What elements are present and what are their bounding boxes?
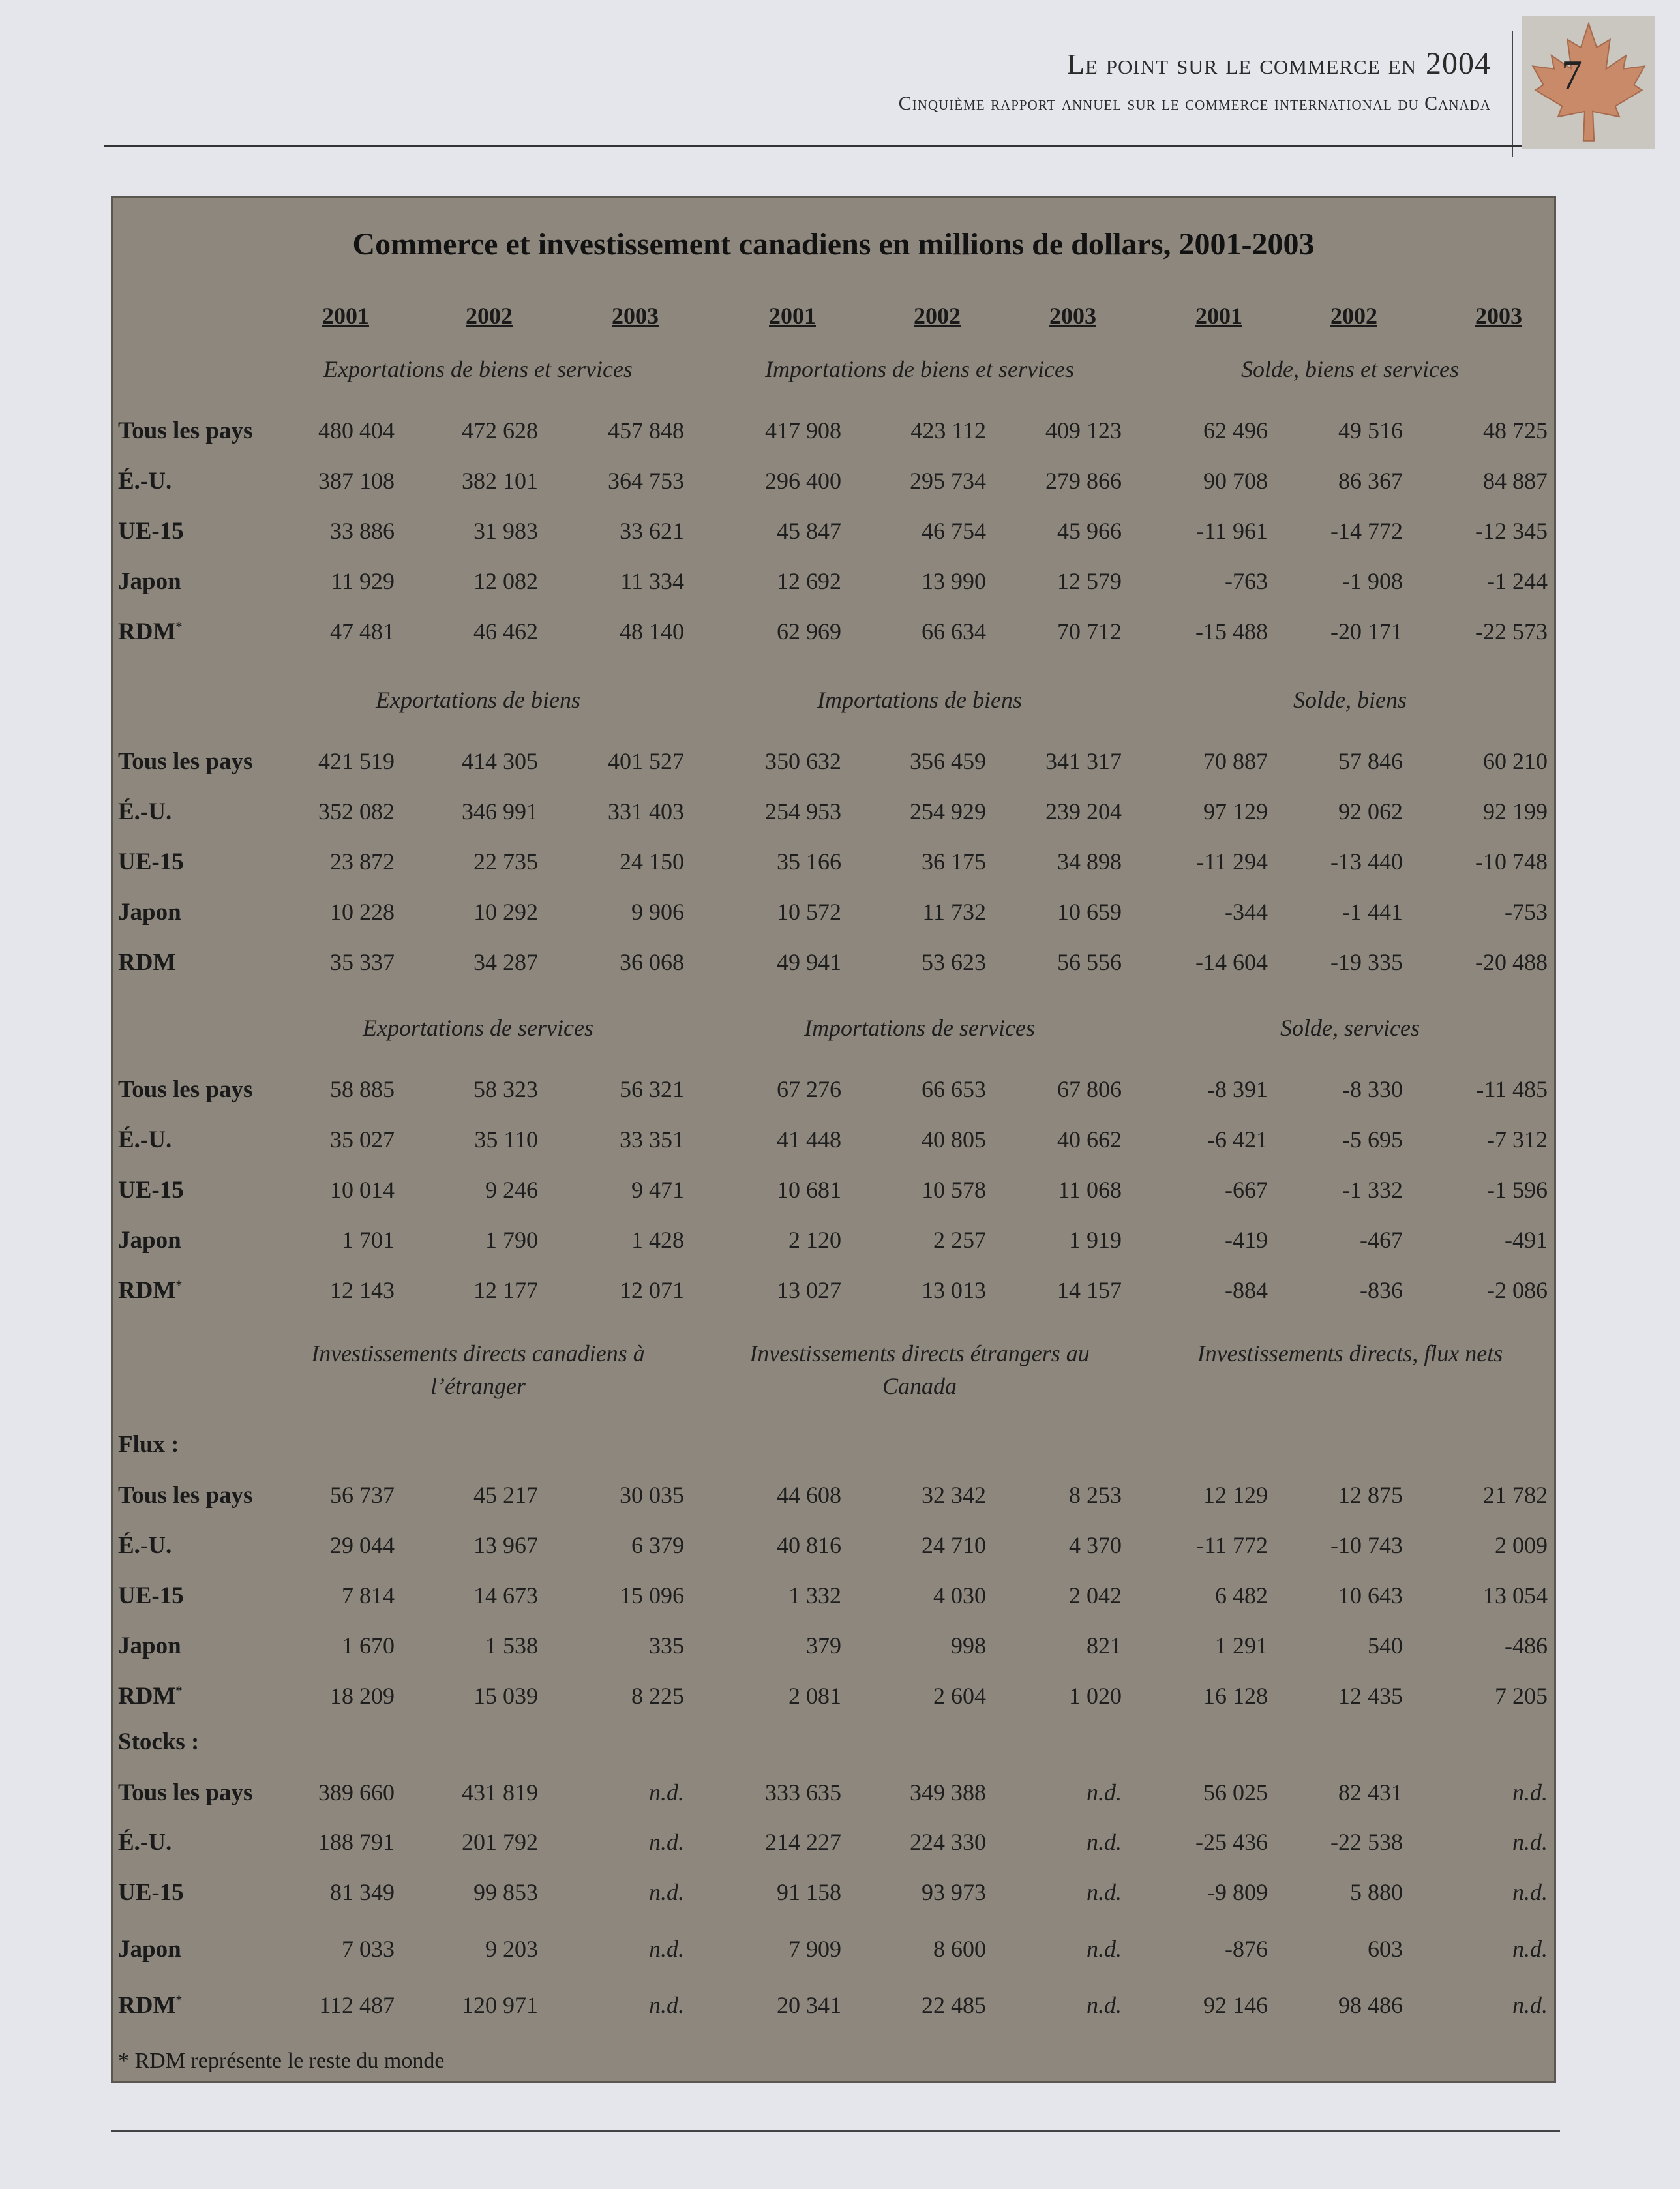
row-label: RDM* [118,618,183,645]
table-cell: 35 337 [330,949,395,975]
table-cell: 333 635 [765,1779,841,1805]
table-cell: -20 488 [1475,949,1548,975]
table-cell: 40 805 [922,1126,986,1153]
table-cell: -19 335 [1330,949,1403,975]
table-cell: 70 887 [1203,748,1268,774]
table-cell: 335 [649,1633,684,1659]
row-label: RDM* [118,1277,183,1304]
section-header: Solde, biens et services [1241,356,1459,382]
table-cell: 382 101 [462,468,538,494]
table-cell: 81 349 [330,1879,395,1905]
table-cell: 5 880 [1350,1879,1403,1905]
section-header: Exportations de biens et services [323,356,633,382]
report-title [1067,46,1491,82]
table-cell: n.d. [649,1879,684,1905]
row-label: É.-U. [118,1126,172,1153]
table-cell: n.d. [1512,1992,1548,2018]
page-header [0,0,1680,157]
table-cell: 33 351 [620,1126,684,1153]
table-cell: 34 287 [473,949,538,975]
table-cell: n.d. [1087,1992,1122,2018]
table-footnote: * RDM représente le reste du monde [118,2049,445,2073]
table-cell: 2 009 [1495,1532,1548,1558]
table-cell: 24 710 [922,1532,986,1558]
table-cell: -11 961 [1196,518,1268,544]
table-cell: 401 527 [608,748,684,774]
row-label: RDM* [118,1992,183,2019]
table-cell: n.d. [649,1829,684,1855]
year-header: 2003 [1475,303,1522,329]
table-cell: 1 020 [1069,1683,1122,1709]
table-cell: 48 140 [620,618,684,644]
footer-rule [111,2130,1560,2132]
table-cell: 2 081 [788,1683,841,1709]
table-cell: 120 971 [462,1992,538,2018]
table-cell: -1 332 [1342,1177,1403,1203]
table-cell: -419 [1225,1227,1268,1253]
section-header: Importations de services [804,1015,1035,1041]
table-cell: 1 538 [485,1633,538,1659]
table-cell: n.d. [1087,1829,1122,1855]
table-cell: 58 885 [330,1076,395,1102]
table-cell: 40 662 [1057,1126,1122,1153]
report-title-text: Le point sur le commerce en [1066,48,1417,80]
section-header: Investissements directs étrangers au Canada [749,1340,1090,1399]
section-header: Solde, services [1280,1015,1420,1041]
row-label: Tous les pays [118,1076,253,1103]
table-cell: 12 177 [473,1277,538,1303]
header-divider [1512,31,1513,157]
table-cell: 60 210 [1483,748,1548,774]
section-header: Investissements directs canadiens à l’étranger [311,1340,645,1399]
table-cell: n.d. [1512,1779,1548,1805]
row-label: Japon [118,899,181,926]
table-cell: 6 482 [1215,1582,1268,1608]
table-cell: 10 014 [330,1177,395,1203]
table-cell: 15 039 [473,1683,538,1709]
table-cell: n.d. [1087,1936,1122,1962]
table-cell: -763 [1225,568,1268,594]
row-label: UE-15 [118,1582,184,1609]
table-cell: 70 712 [1057,618,1122,644]
table-cell: 30 035 [620,1482,684,1508]
table-cell: 45 847 [777,518,841,544]
table-cell: 7 909 [788,1936,841,1962]
table-cell: -486 [1505,1633,1548,1659]
group-label: Stocks : [118,1729,200,1755]
table-cell: -1 441 [1342,899,1403,925]
table-cell: 41 448 [777,1126,841,1153]
table-title: Commerce et investissement canadiens en millions de dollars, 2001-2003 [352,227,1315,262]
table-cell: 423 112 [910,417,986,444]
table-cell: 35 110 [474,1126,538,1153]
table-cell: 9 246 [485,1177,538,1203]
table-cell: 2 120 [788,1227,841,1253]
table-cell: 457 848 [608,417,684,444]
table-cell: 12 129 [1203,1482,1268,1508]
section-header: Importations de biens et services [765,356,1074,382]
table-cell: -22 538 [1330,1829,1403,1855]
table-cell: 10 681 [777,1177,841,1203]
table-cell: -10 748 [1475,849,1548,875]
table-cell: 53 623 [922,949,986,975]
table-cell: 431 819 [462,1779,538,1805]
table-cell: 12 082 [473,568,538,594]
table-cell: 36 068 [620,949,684,975]
table-cell: 91 158 [777,1879,841,1905]
report-subtitle: Cinquième rapport annuel sur le commerce international du Canada [898,93,1491,114]
table-cell: 9 906 [631,899,684,925]
table-cell: 12 875 [1338,1482,1403,1508]
maple-leaf-icon [1522,16,1655,149]
table-cell: 331 403 [608,798,684,824]
table-cell: 34 898 [1057,849,1122,875]
table-cell: -876 [1225,1936,1268,1962]
trade-table-panel [111,196,1556,2083]
table-cell: -753 [1505,899,1548,925]
table-cell: 11 732 [922,899,986,925]
table-cell: -20 171 [1330,618,1403,644]
table-cell: 57 846 [1338,748,1403,774]
table-cell: 279 866 [1045,468,1122,494]
table-cell: 201 792 [462,1829,538,1855]
table-cell: -13 440 [1330,849,1403,875]
table-cell: 1 332 [788,1582,841,1608]
table-cell: 15 096 [620,1582,684,1608]
table-cell: 1 291 [1215,1633,1268,1659]
table-cell: 2 042 [1069,1582,1122,1608]
table-cell: n.d. [1087,1879,1122,1905]
row-label: É.-U. [118,1532,172,1559]
table-cell: -344 [1225,899,1268,925]
row-label: Japon [118,1227,181,1254]
table-cell: n.d. [649,1992,684,2018]
table-cell: 45 217 [473,1482,538,1508]
table-cell: 7 814 [342,1582,395,1608]
section-header: Importations de biens [817,687,1022,713]
table-cell: 23 872 [330,849,395,875]
table-cell: 12 071 [620,1277,684,1303]
table-cell: -7 312 [1487,1126,1548,1153]
table-cell: 13 967 [473,1532,538,1558]
table-cell: 49 941 [777,949,841,975]
table-cell: -12 345 [1475,518,1548,544]
table-cell: -6 421 [1207,1126,1268,1153]
table-cell: 14 673 [473,1582,538,1608]
year-header: 2001 [1195,303,1242,329]
table-cell: -8 330 [1342,1076,1403,1102]
table-cell: 49 516 [1338,417,1403,444]
table-cell: 98 486 [1338,1992,1403,2018]
table-cell: -15 488 [1195,618,1268,644]
table-cell: 33 886 [330,518,395,544]
section-header: Investissements directs, flux nets [1197,1340,1503,1366]
group-label: Flux : [118,1431,179,1458]
row-label: É.-U. [118,798,172,825]
table-cell: 66 634 [922,618,986,644]
table-cell: 99 853 [473,1879,538,1905]
year-header: 2002 [1330,303,1377,329]
table-cell: 4 030 [933,1582,986,1608]
year-header: 2002 [914,303,961,329]
table-cell: 92 199 [1483,798,1548,824]
table-cell: 45 966 [1057,518,1122,544]
table-cell: 62 496 [1203,417,1268,444]
table-cell: n.d. [649,1779,684,1805]
table-cell: 1 428 [631,1227,684,1253]
section-header: Solde, biens [1293,687,1407,713]
year-header: 2001 [769,303,816,329]
table-cell: 9 471 [631,1177,684,1203]
table-cell: 62 969 [777,618,841,644]
table-cell: 21 782 [1483,1482,1548,1508]
page-number: 7 [1561,52,1582,98]
table-cell: n.d. [1512,1829,1548,1855]
table-cell: 24 150 [620,849,684,875]
table-cell: 97 129 [1203,798,1268,824]
table-cell: -9 809 [1207,1879,1268,1905]
row-label: UE-15 [118,1879,184,1906]
table-cell: 112 487 [319,1992,395,2018]
table-cell: 387 108 [318,468,395,494]
row-label: Tous les pays [118,748,253,775]
table-cell: 13 013 [922,1277,986,1303]
table-cell: 82 431 [1338,1779,1403,1805]
row-label: RDM [118,949,176,976]
table-cell: 352 082 [318,798,395,824]
table-cell: 821 [1087,1633,1122,1659]
row-label: Japon [118,1633,181,1659]
table-cell: 10 578 [922,1177,986,1203]
table-cell: 56 025 [1203,1779,1268,1805]
table-cell: 7 205 [1495,1683,1548,1709]
row-label: Japon [118,568,181,595]
report-year: 2004 [1426,46,1491,81]
table-cell: 10 659 [1057,899,1122,925]
table-cell: 1 790 [485,1227,538,1253]
table-cell: 10 228 [330,899,395,925]
table-cell: 341 317 [1045,748,1122,774]
table-cell: 254 953 [765,798,841,824]
table-cell: -8 391 [1207,1076,1268,1102]
section-header: Exportations de biens [376,687,580,713]
table-cell: 46 754 [922,518,986,544]
table-cell: -1 908 [1342,568,1403,594]
table-cell: 1 919 [1069,1227,1122,1253]
table-cell: 4 370 [1069,1532,1122,1558]
table-cell: 56 321 [620,1076,684,1102]
row-label: UE-15 [118,849,184,875]
table-cell: 12 692 [777,568,841,594]
table-cell: 414 305 [462,748,538,774]
table-cell: -1 244 [1487,568,1548,594]
row-label: RDM* [118,1683,183,1710]
table-cell: 1 670 [342,1633,395,1659]
table-cell: -667 [1225,1177,1268,1203]
table-cell: 18 209 [330,1683,395,1709]
table-cell: 350 632 [765,748,841,774]
table-cell: 540 [1368,1633,1403,1659]
table-cell: 48 725 [1483,417,1548,444]
row-label: É.-U. [118,1829,172,1856]
table-cell: 86 367 [1338,468,1403,494]
table-cell: 56 556 [1057,949,1122,975]
table-cell: 93 973 [922,1879,986,1905]
section-header: Exportations de services [363,1015,593,1041]
table-cell: 47 481 [330,618,395,644]
table-cell: 224 330 [910,1829,986,1855]
table-cell: -14 772 [1330,518,1403,544]
table-cell: 2 257 [933,1227,986,1253]
table-cell: 8 253 [1069,1482,1122,1508]
table-cell: 22 735 [473,849,538,875]
table-cell: n.d. [1087,1779,1122,1805]
table-cell: 66 653 [922,1076,986,1102]
table-cell: 1 701 [342,1227,395,1253]
table-cell: 32 342 [922,1482,986,1508]
table-cell: 22 485 [922,1992,986,2018]
row-label: UE-15 [118,1177,184,1203]
table-cell: 364 753 [608,468,684,494]
table-cell: 480 404 [318,417,395,444]
table-cell: 9 203 [485,1936,538,1962]
table-cell: 239 204 [1045,798,1122,824]
year-header: 2003 [612,303,659,329]
table-cell: -25 436 [1195,1829,1268,1855]
table-cell: 389 660 [318,1779,395,1805]
table-cell: 10 572 [777,899,841,925]
table-cell: 12 579 [1057,568,1122,594]
table-cell: 67 276 [777,1076,841,1102]
table-cell: 11 334 [620,568,684,594]
table-cell: 10 643 [1338,1582,1403,1608]
table-cell: 29 044 [330,1532,395,1558]
table-cell: 33 621 [620,518,684,544]
table-cell: 58 323 [473,1076,538,1102]
year-header: 2001 [322,303,369,329]
table-cell: 11 068 [1058,1177,1122,1203]
table-cell: 356 459 [910,748,986,774]
table-cell: 84 887 [1483,468,1548,494]
table-cell: -467 [1360,1227,1403,1253]
table-cell: 603 [1368,1936,1403,1962]
row-label: Tous les pays [118,417,253,444]
table-cell: 13 990 [922,568,986,594]
table-cell: n.d. [1512,1879,1548,1905]
table-cell: 12 435 [1338,1683,1403,1709]
table-cell: 35 166 [777,849,841,875]
table-cell: 254 929 [910,798,986,824]
table-cell: 56 737 [330,1482,395,1508]
table-cell: 295 734 [910,468,986,494]
table-cell: 379 [806,1633,841,1659]
table-cell: 10 292 [473,899,538,925]
table-cell: 12 143 [330,1277,395,1303]
table-cell: 417 908 [765,417,841,444]
table-cell: 16 128 [1203,1683,1268,1709]
table-cell: -491 [1505,1227,1548,1253]
table-cell: 35 027 [330,1126,395,1153]
table-cell: 46 462 [473,618,538,644]
table-cell: 2 604 [933,1683,986,1709]
table-cell: 472 628 [462,417,538,444]
table-cell: 31 983 [473,518,538,544]
table-cell: 67 806 [1057,1076,1122,1102]
table-cell: 40 816 [777,1532,841,1558]
table-cell: 214 227 [765,1829,841,1855]
row-label: Japon [118,1936,181,1963]
table-cell: -22 573 [1475,618,1548,644]
table-cell: 44 608 [777,1482,841,1508]
table-cell: -884 [1225,1277,1268,1303]
table-cell: 6 379 [631,1532,684,1558]
table-cell: -11 485 [1476,1076,1548,1102]
table-cell: -14 604 [1195,949,1268,975]
table-cell: 409 123 [1045,417,1122,444]
table-cell: 11 929 [331,568,395,594]
row-label: É.-U. [118,468,172,494]
table-cell: 13 054 [1483,1582,1548,1608]
row-label: Tous les pays [118,1482,253,1509]
table-cell: 14 157 [1057,1277,1122,1303]
year-header: 2002 [466,303,513,329]
table-cell: 7 033 [342,1936,395,1962]
table-cell: -11 294 [1196,849,1268,875]
table-cell: n.d. [649,1936,684,1962]
row-label: UE-15 [118,518,184,545]
table-cell: 90 708 [1203,468,1268,494]
table-cell: -10 743 [1330,1532,1403,1558]
table-cell: 20 341 [777,1992,841,2018]
table-cell: 8 600 [933,1936,986,1962]
table-cell: 296 400 [765,468,841,494]
table-cell: 188 791 [318,1829,395,1855]
table-cell: 998 [951,1633,986,1659]
table-cell: 92 062 [1338,798,1403,824]
table-cell: 421 519 [318,748,395,774]
table-cell: -1 596 [1487,1177,1548,1203]
table-cell: -2 086 [1487,1277,1548,1303]
row-label: Tous les pays [118,1779,253,1806]
table-cell: 36 175 [922,849,986,875]
table-cell: 8 225 [631,1683,684,1709]
header-rule [104,145,1553,147]
table-cell: 349 388 [910,1779,986,1805]
table-cell: 346 991 [462,798,538,824]
table-cell: 13 027 [777,1277,841,1303]
table-cell: -5 695 [1342,1126,1403,1153]
table-cell: -11 772 [1196,1532,1268,1558]
year-header: 2003 [1049,303,1096,329]
table-cell: n.d. [1512,1936,1548,1962]
table-cell: 92 146 [1203,1992,1268,2018]
table-cell: -836 [1360,1277,1403,1303]
